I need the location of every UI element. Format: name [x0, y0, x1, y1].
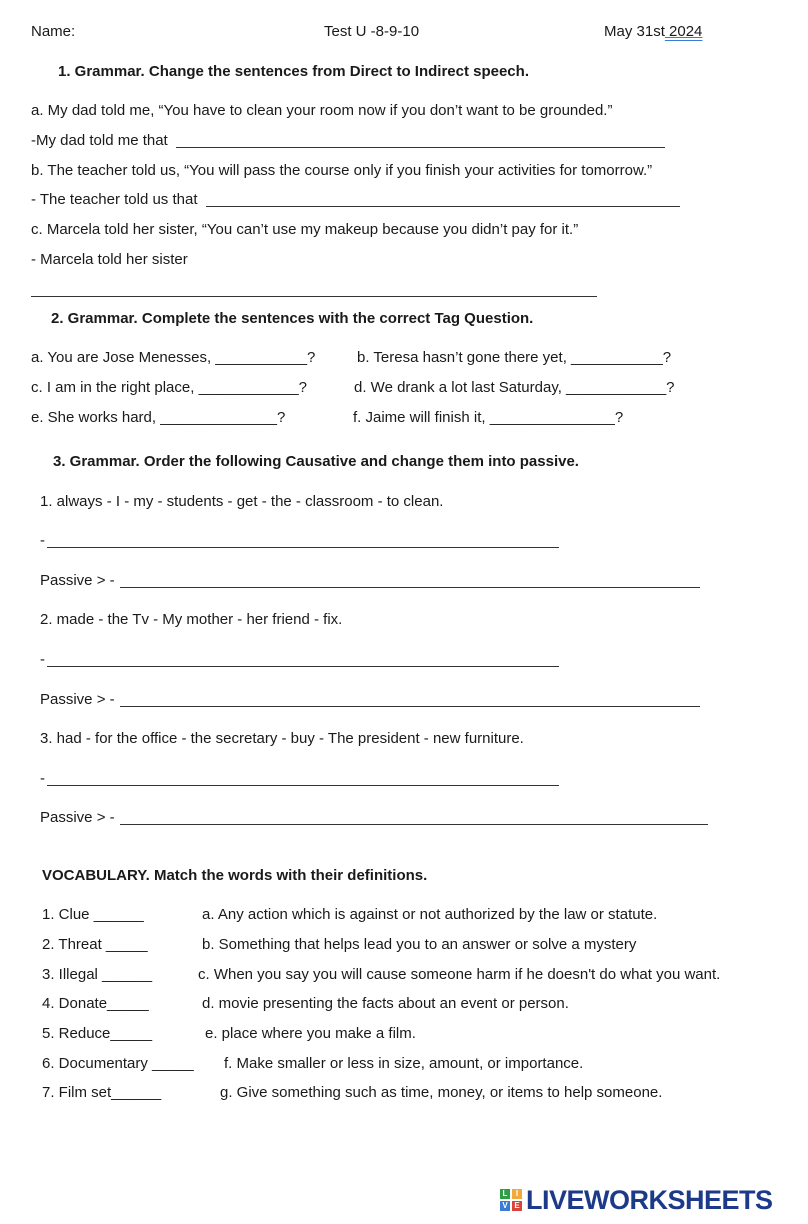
- section1-answer-c-label: - Marcela told her sister: [31, 251, 188, 268]
- order-line-3[interactable]: [47, 785, 559, 786]
- order-dash-1: -: [40, 532, 45, 549]
- section1-item-b: b. The teacher told us, “You will pass the course only if you finish your activities for tomorrow.”: [31, 162, 653, 179]
- date-month-day: May 31st: [604, 23, 665, 40]
- vocab-word-2: 2. Threat _____: [42, 936, 148, 953]
- causative-q1: 1. always - I - my - students - get - the - classroom - to clean.: [40, 493, 444, 510]
- causative-q2: 2. made - the Tv - My mother - her friend - fix.: [40, 611, 343, 628]
- section1-answer-a-label: -My dad told me that: [31, 132, 168, 149]
- test-label: Test U -8-9-10: [324, 23, 420, 40]
- vocab-word-7: 7. Film set______: [42, 1084, 162, 1101]
- logo-mark-letter-i: I: [512, 1189, 522, 1199]
- logo-text: LIVEWORKSHEETS: [526, 1184, 773, 1215]
- tag-question-f: f. Jaime will finish it, _______________?: [353, 409, 624, 426]
- date-year: 2024: [664, 23, 703, 40]
- section3-title: 3. Grammar. Order the following Causative and change them into passive.: [53, 453, 579, 470]
- order-dash-3: -: [40, 770, 45, 787]
- vocab-word-6: 6. Documentary _____: [42, 1055, 194, 1072]
- tag-question-a: a. You are Jose Menesses, ___________?: [31, 349, 316, 366]
- passive-line-3[interactable]: [120, 824, 708, 825]
- vocab-definition-d: d. movie presenting the facts about an event or person.: [202, 995, 569, 1012]
- name-label: Name:: [31, 23, 76, 40]
- vocab-definition-f: f. Make smaller or less in size, amount, or importance.: [224, 1055, 584, 1072]
- order-dash-2: -: [40, 651, 45, 668]
- vocab-definition-b: b. Something that helps lead you to an answer or solve a mystery: [202, 936, 637, 953]
- passive-label-2: Passive > -: [40, 691, 115, 708]
- logo-mark-letter-v: V: [500, 1201, 510, 1211]
- order-line-1[interactable]: [47, 547, 559, 548]
- vocab-word-4: 4. Donate_____: [42, 995, 149, 1012]
- tag-question-b: b. Teresa hasn’t gone there yet, ___________?: [357, 349, 672, 366]
- causative-q3: 3. had - for the office - the secretary - buy - The president - new furniture.: [40, 730, 524, 747]
- section1-item-c: c. Marcela told her sister, “You can’t use my makeup because you didn’t pay for it.”: [31, 221, 579, 238]
- tag-question-c: c. I am in the right place, ____________?: [31, 379, 308, 396]
- answer-line-b[interactable]: [206, 206, 680, 207]
- vocab-definition-g: g. Give something such as time, money, or items to help someone.: [220, 1084, 663, 1101]
- logo-mark-icon: [500, 1189, 522, 1211]
- passive-line-2[interactable]: [120, 706, 700, 707]
- section1-answer-b-label: - The teacher told us that: [31, 191, 198, 208]
- section1-item-a: a. My dad told me, “You have to clean your room now if you don’t want to be grounded.”: [31, 102, 613, 119]
- vocab-word-1: 1. Clue ______: [42, 906, 144, 923]
- section2-title: 2. Grammar. Complete the sentences with the correct Tag Question.: [51, 310, 534, 327]
- vocab-definition-c: c. When you say you will cause someone harm if he doesn't do what you want.: [198, 966, 721, 983]
- vocab-word-5: 5. Reduce_____: [42, 1025, 153, 1042]
- vocab-definition-e: e. place where you make a film.: [205, 1025, 416, 1042]
- tag-question-d: d. We drank a lot last Saturday, ____________?: [354, 379, 675, 396]
- order-line-2[interactable]: [47, 666, 559, 667]
- passive-label-3: Passive > -: [40, 809, 115, 826]
- logo-mark-letter-e: E: [512, 1201, 522, 1211]
- logo-mark-letter-l: L: [500, 1189, 510, 1199]
- liveworksheets-logo[interactable]: [500, 1186, 773, 1214]
- passive-line-1[interactable]: [120, 587, 700, 588]
- section1-title: 1. Grammar. Change the sentences from Direct to Indirect speech.: [58, 63, 529, 80]
- vocab-definition-a: a. Any action which is against or not authorized by the law or statute.: [202, 906, 658, 923]
- passive-label-1: Passive > -: [40, 572, 115, 589]
- vocab-word-3: 3. Illegal ______: [42, 966, 153, 983]
- vocabulary-title: VOCABULARY. Match the words with their definitions.: [42, 867, 428, 884]
- answer-line-a[interactable]: [176, 147, 665, 148]
- tag-question-e: e. She works hard, ______________?: [31, 409, 286, 426]
- answer-line-c[interactable]: [31, 296, 597, 297]
- date-label: [604, 23, 702, 41]
